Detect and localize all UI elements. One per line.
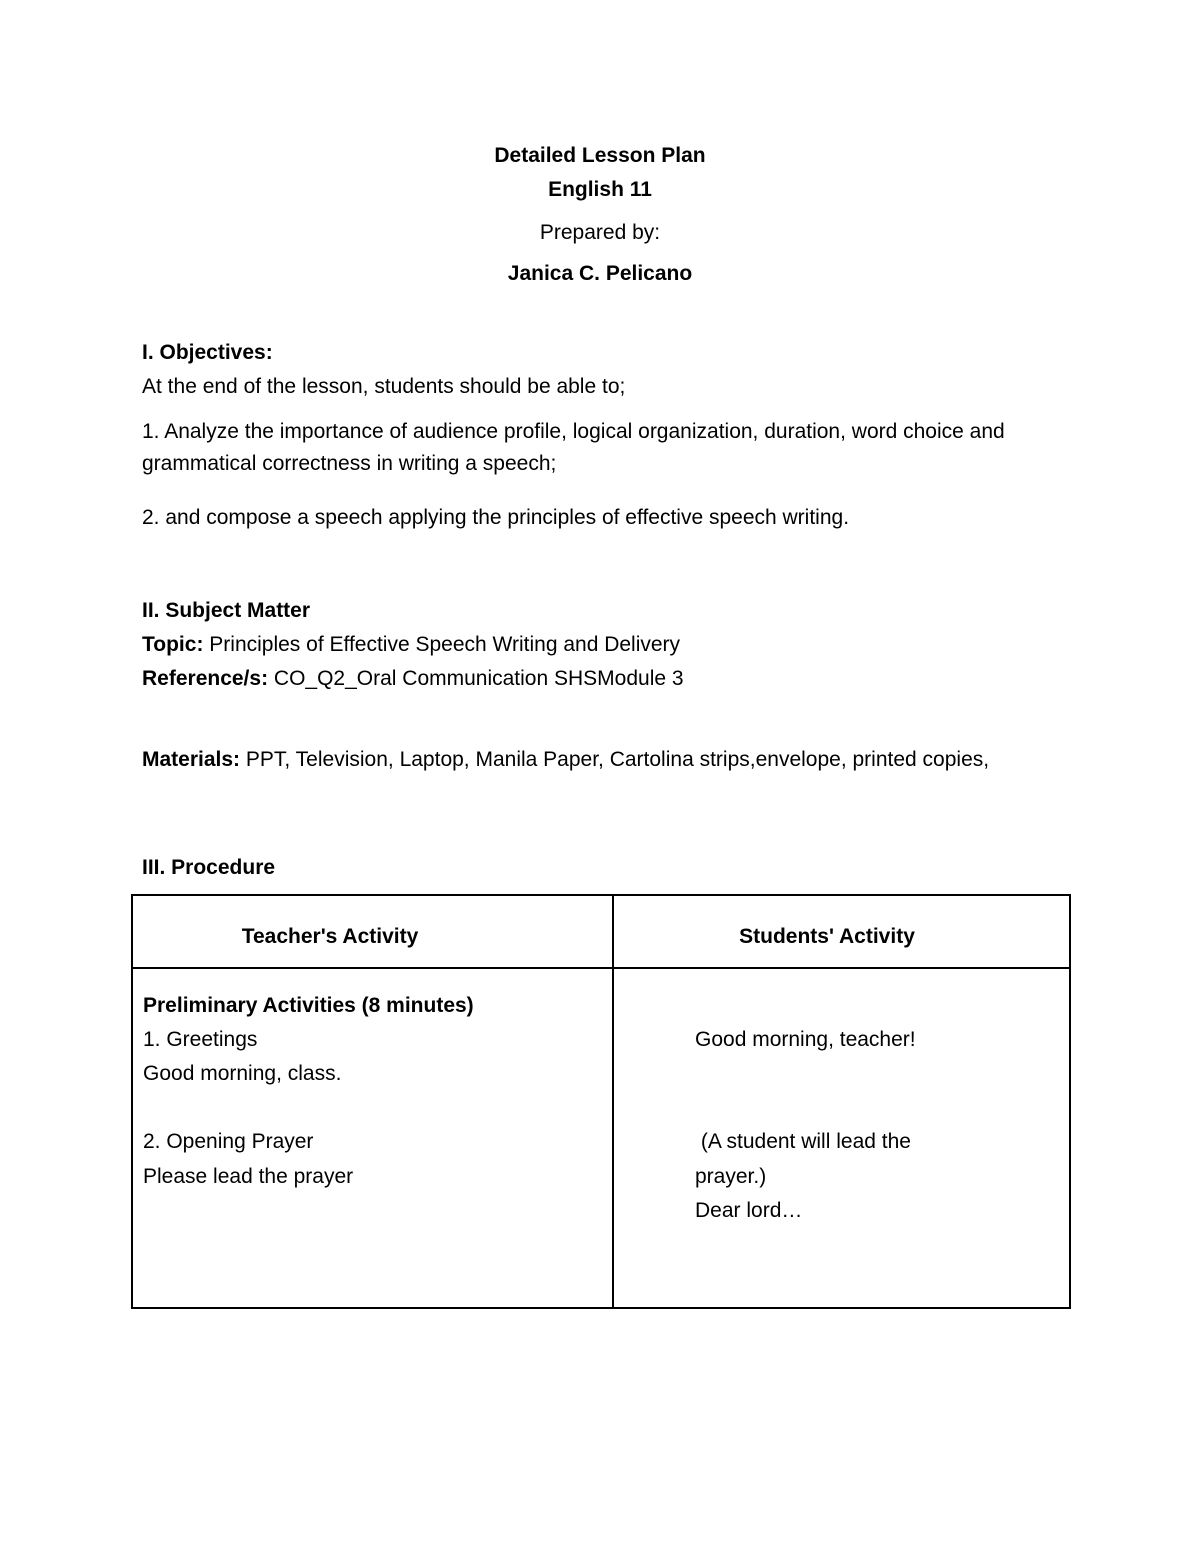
reference-line [142,666,684,692]
materials-label: Materials: [142,748,241,771]
table-header-divider [133,967,1069,969]
teacher-line-greetings: 1. Greetings [143,1028,258,1051]
reference-value: CO_Q2_Oral Communication SHSModule 3 [268,667,684,690]
teacher-line-good-morning: Good morning, class. [143,1062,342,1085]
teacher-line-preliminary: Preliminary Activities (8 minutes) [143,994,474,1017]
topic-label: Topic: [142,633,204,656]
table-column-divider [612,896,614,1307]
materials-line [142,747,989,773]
prepared-by-label: Prepared by: [539,221,661,244]
topic-line [142,632,680,658]
objective-item-2: 2. and compose a speech applying the principles of effective speech writing. [142,506,850,529]
subject-line: English 11 [548,178,652,201]
students-activity-header: Students' Activity [739,925,915,948]
objectives-intro: At the end of the lesson, students should be able to; [142,375,626,398]
teacher-line-opening-prayer: 2. Opening Prayer [143,1130,314,1153]
procedure-table [131,894,1071,1309]
student-line-greeting-reply: Good morning, teacher! [695,1028,916,1051]
objective-item-1-line-1: 1. Analyze the importance of audience profile, logical organization, duration, word choice and [142,420,1005,443]
reference-label: Reference/s: [142,667,269,690]
objective-item-1-line-2: grammatical correctness in writing a speech; [142,452,557,475]
teacher-line-lead-prayer: Please lead the prayer [143,1165,354,1188]
document-title: Detailed Lesson Plan [494,144,706,167]
subject-matter-heading: II. Subject Matter [142,599,311,622]
author-name: Janica C. Pelicano [507,262,693,285]
student-line-prayer-cont: prayer.) [695,1165,767,1188]
teacher-activity-header: Teacher's Activity [241,925,419,948]
student-line-lead-prayer: (A student will lead the [695,1130,911,1153]
objectives-heading: I. Objectives: [142,341,273,364]
materials-value: PPT, Television, Laptop, Manila Paper, Cartolina strips,envelope, printed copies, [240,748,990,771]
student-line-dear-lord: Dear lord… [695,1199,803,1222]
topic-value: Principles of Effective Speech Writing and Delivery [203,633,681,656]
procedure-heading: III. Procedure [142,856,276,879]
